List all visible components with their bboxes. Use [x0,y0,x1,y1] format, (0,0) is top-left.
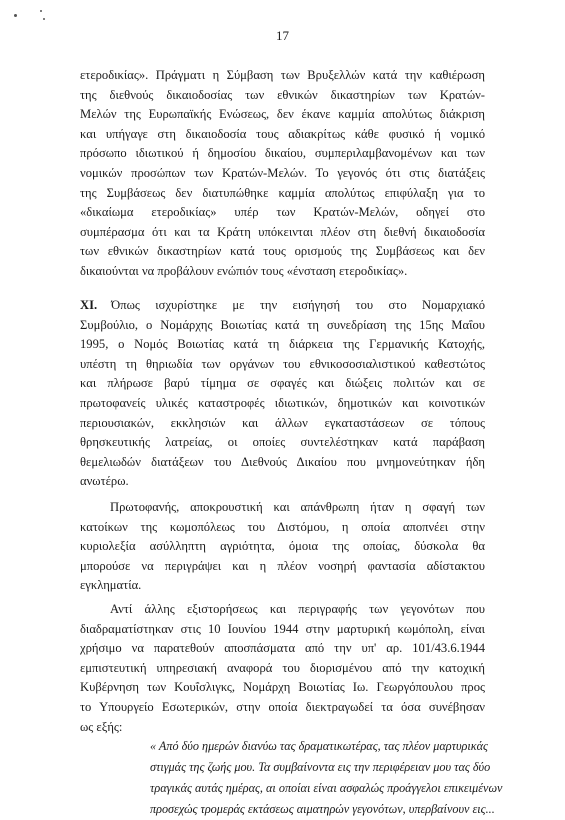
text-line: εγκληματία. [80,578,142,593]
scan-speck [43,18,45,20]
text-line: θρησκευτικής λατρείας, οι οποίες συντελέστηκαν κατά παράβαση [80,435,485,450]
text-line: της Συμβάσεως δεν διατυπώθηκε καμμία απολύτως επιφύλαξη για το [80,185,485,200]
paragraph-4 [80,600,485,737]
text-line: Αντί άλλης εξιστορήσεως και περιγραφής των γεγονότων που [110,602,485,616]
page-number: 17 [276,28,289,43]
section-label: XI. [80,298,98,312]
paragraph-1 [80,66,485,282]
scan-speck [14,14,17,17]
text-line: της διεθνούς δικαιοδοσίας των εθνικών δικαστηρίων των Κρατών- [80,87,485,102]
text-line: νομικών προσώπων των Κρατών-Μελών. Το γεγονός ότι στις διατάξεις [80,165,485,180]
text-line: προσεχώς τρομεράς εκτάσεως αιματηρών γεγονότων, υπερβαίνουν εις... [150,802,495,816]
text-line: 1995, ο Νομός Βοιωτίας κατά τη διάρκεια της Γερμανικής Κατοχής, [80,337,485,352]
block-quote [150,736,503,820]
text-line: πρόσωπο ιδιωτικού ή δημοσίου δικαίου, συμπεριλαμβανομένων και των [80,146,485,161]
text-line: κυριολεξία ασύλληπτη αγριότητα, όμοια της οποίας, δύσκολα θα [80,539,485,554]
text-line: και υπήγαγε στη δικαιοδοσία τους αδιακρίτως κάθε φυσικό ή νομικό [80,126,485,141]
text-line: υπέστη τη θηριωδία των οργάνων του εθνικοσοσιαλιστικού καθεστώτος [80,356,485,371]
paragraph-3 [80,498,485,596]
text-line: συμπέρασμα ότι και τα Κράτη υπόκεινται πλέον στη διεθνή δικαιοδοσία [80,224,485,239]
scan-speck [40,10,42,12]
text-line: το Υπουργείο Εσωτερικών, στην οποία διεκτραγωδεί τα όσα συνέβησαν [80,699,485,714]
text-line: Πρωτοφανής, αποκρουστική και απάνθρωπη ήταν η σφαγή των [110,500,485,514]
text-line: δικαιούνται να προβάλουν ενώπιόν τους «ένσταση ετεροδικίας». [80,263,408,278]
text-line: ως εξής: [80,719,123,734]
text-line: χρήσιμο να παρατεθούν αποσπάσματα από την υπ' αρ. 101/43.6.1944 [80,641,485,656]
text-line: εμπιστευτική υπηρεσιακή αναφορά του διορισμένου από την κατοχική [80,660,485,675]
text-line: Κυβέρνηση των Κουΐσλιγκς, Νομάρχη Βοιωτίας Ιω. Γεωργόπουλου προς [80,680,485,695]
text-line: ετεροδικίας». Πράγματι η Σύμβαση των Βρυξελλών κατά την καθιέρωση [80,68,485,82]
text-line: Όπως ισχυρίστηκε με την εισήγησή του στο Νομαρχιακό [111,298,485,312]
text-line: « Από δύο ημερών διανύω τας δραματικωτέρας, τας πλέον μαρτυρικάς [150,739,488,753]
text-line: ανωτέρω. [80,474,129,489]
text-line: και πλήρωσε βαρύ τίμημα σε σφαγές και διώξεις πολιτών και σε [80,376,485,391]
text-line: πρωτοφανείς υλικές καταστροφές ιδιωτικών, δημοτικών και κοινοτικών [80,395,485,410]
text-line: Μελών της Ευρωπαϊκής Ενώσεως, δεν έκανε καμμία απολύτως διάκριση [80,107,485,122]
paragraph-2 [80,296,485,492]
text-line: θεμελιωδών διατάξεων του Διεθνούς Δικαίου που μνημονεύτηκαν ήδη [80,454,485,469]
first-line [80,296,485,316]
text-line: περιουσιακών, εκκλησιών και άλλων εγκαταστάσεων σε τόπους [80,415,485,430]
text-line: στιγμάς της ζωής μου. Τα συμβαίνοντα εις την περιφέρειαν μου τας δύο [150,760,491,774]
text-line: διαδραματίστηκαν στις 10 Ιουνίου 1944 στην μαρτυρική κωμόπολη, είναι [80,621,485,636]
text-line: κατοίκων της κωμοπόλεως του Διστόμου, η οποία αποπνέει στην [80,519,485,534]
text-line: των εθνικών δικαστηρίων κατά τους ορισμούς της Συμβάσεως και δεν [80,244,485,259]
text-line: «δικαίωμα ετεροδικίας» υπέρ των Κρατών-Μελών, οδηγεί στο [80,205,485,220]
text-line: μπορούσε να περιγράψει και η πλέον νοσηρή φαντασία αδίστακτου [80,558,485,573]
text-line: τραγικάς αυτάς ημέρας, αι οποίαι είναι ασφαλώς προάγγελοι επικειμένων [150,781,503,795]
text-line: Συμβούλιο, ο Νομάρχης Βοιωτίας κατά τη συνεδρίαση της 15ης Μαΐου [80,317,485,332]
